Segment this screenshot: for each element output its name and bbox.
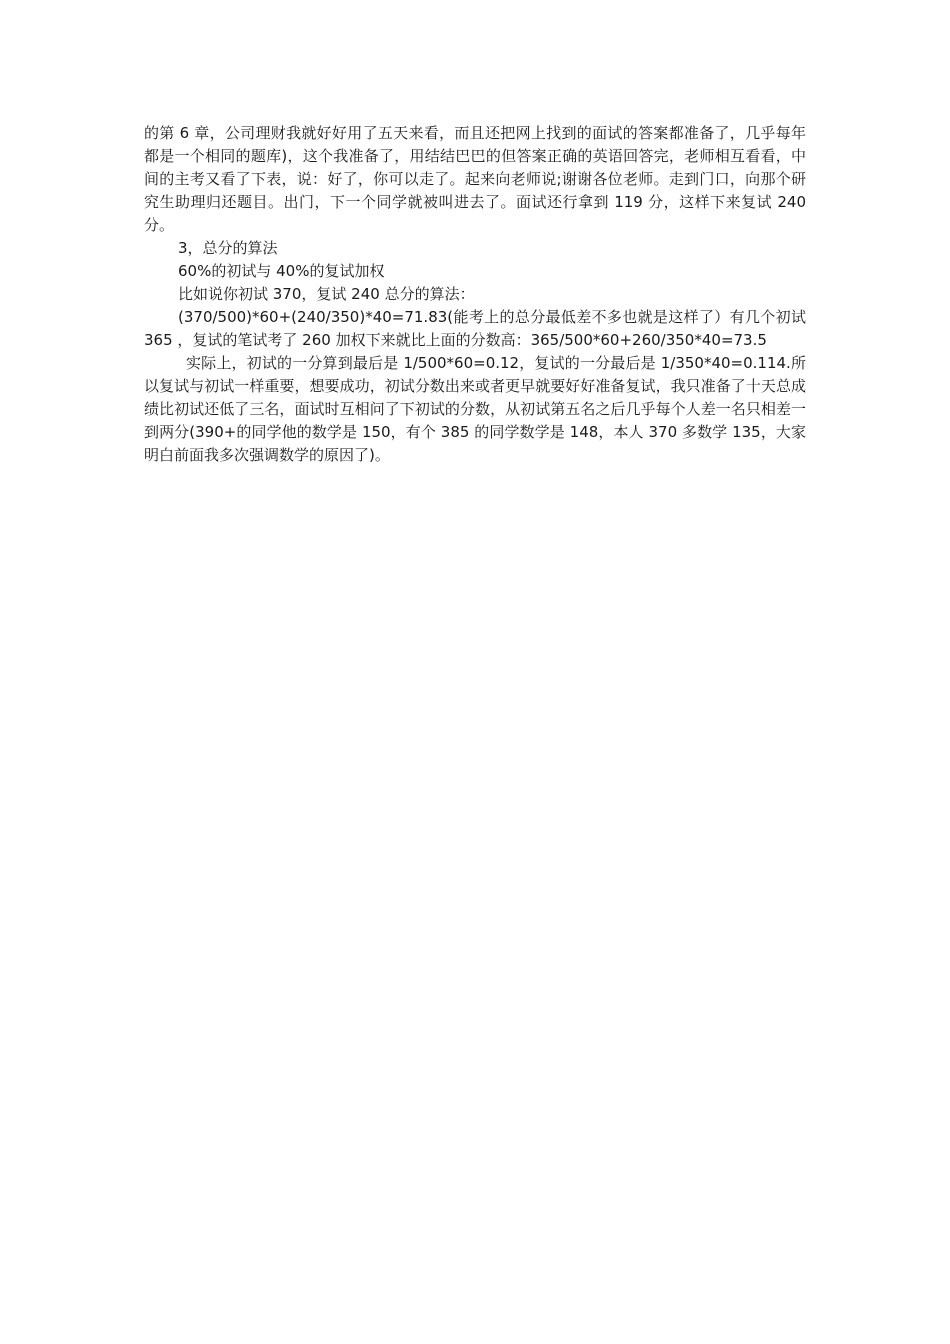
section-heading-total-score: 3，总分的算法 — [178, 239, 278, 257]
paragraph-weighting: 60%的初试与 40%的复试加权 — [178, 262, 385, 280]
paragraph-example-formula: (370/500)*60+(240/350)*40=71.83(能考上的总分最低差不多也就是这样了）有几个初试 365 ，复试的笔试考了 260 加权下来就比上面的分数高：365/500*60+260/350*40=73.5 — [144, 308, 806, 349]
document-body — [144, 122, 806, 467]
paragraph-example-intro: 比如说你初试 370，复试 240 总分的算法： — [178, 285, 475, 303]
paragraph-interview-recap: 的第 6 章，公司理财我就好好用了五天来看，而且还把网上找到的面试的答案都准备了，几乎每年都是一个相同的题库)，这个我准备了，用结结巴巴的但答案正确的英语回答完，老师相互看看，中间的主考又看了下表，说：好了，你可以走了。起来向老师说;谢谢各位老师。走到门口，向那个研究生助理归还题目。出门，下一个同学就被叫进去了。面试还行拿到 119 分，这样下来复试 240 分。 — [144, 124, 806, 234]
paragraph-conclusion: 实际上，初试的一分算到最后是 1/500*60=0.12，复试的一分最后是 1/350*40=0.114.所以复试与初试一样重要，想要成功，初试分数出来或者更早就要好好准备复试，我只准备了十天总成绩比初试还低了三名，面试时互相问了下初试的分数，从初试第五名之后几乎每个人差一名只相差一到两分(390+的同学他的数学是 150，有个 385 的同学数学是 148，本人 370 多数学 135，大家明白前面我多次强调数学的原因了)。 — [144, 354, 806, 464]
